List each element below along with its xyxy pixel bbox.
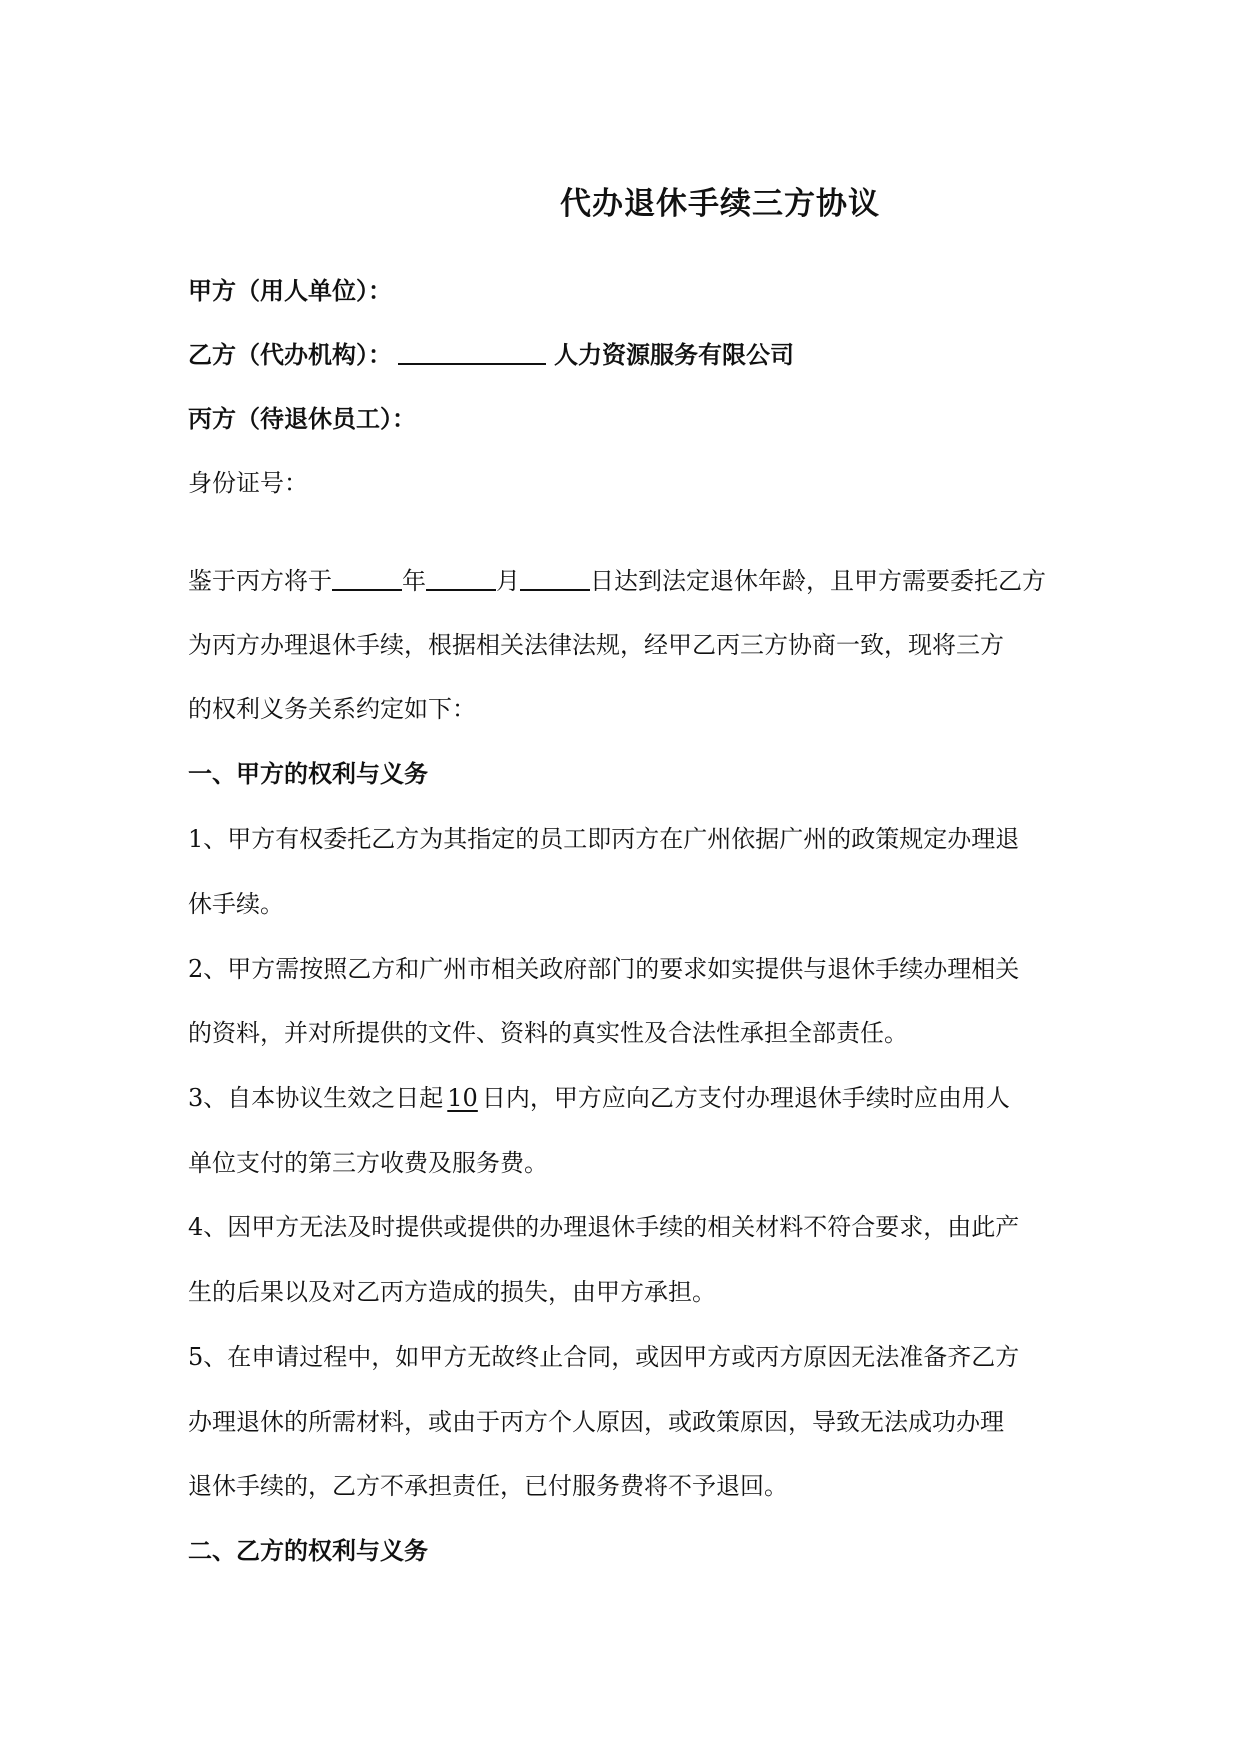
year-blank	[332, 565, 402, 591]
party-a-line: 甲方（用人单位）：	[188, 277, 392, 305]
clause-4-line-2: 生的后果以及对乙丙方造成的损失，由甲方承担。	[188, 1278, 716, 1306]
party-c-line: 丙方（待退休员工）：	[188, 405, 416, 433]
document-title: 代办退休手续三方协议	[560, 186, 880, 222]
clause-text: 日内，甲方应向乙方支付办理退休手续时应由用人	[481, 1084, 1010, 1112]
section-1-heading: 一、甲方的权利与义务	[188, 760, 428, 788]
preamble-line-3: 的权利义务关系约定如下：	[188, 695, 476, 723]
party-b-line	[188, 337, 794, 372]
clause-text: 、在申请过程中，如甲方无故终止合同，或因甲方或丙方原因无法准备齐乙方	[203, 1343, 1020, 1371]
clause-text: 、自本协议生效之日起	[203, 1084, 444, 1112]
clause-1-line-1	[188, 822, 1019, 856]
clause-number: 2	[188, 955, 204, 983]
preamble-text: 日达到法定退休年龄，且甲方需要委托乙方	[590, 567, 1046, 595]
days-value: 10	[447, 1084, 478, 1112]
year-label: 年	[402, 567, 426, 595]
clause-3-line-1	[188, 1081, 1010, 1115]
clause-5-line-1	[188, 1340, 1019, 1374]
month-blank	[426, 565, 496, 591]
preamble-text: 鉴于丙方将于	[188, 567, 332, 595]
id-number-line: 身份证号：	[188, 469, 308, 497]
section-2-heading: 二、乙方的权利与义务	[188, 1537, 428, 1565]
clause-number: 5	[188, 1343, 204, 1371]
party-b-company: 人力资源服务有限公司	[554, 341, 794, 369]
clause-number: 4	[188, 1213, 204, 1241]
clause-text: 、因甲方无法及时提供或提供的办理退休手续的相关材料不符合要求，由此产	[203, 1213, 1020, 1241]
preamble-line-2: 为丙方办理退休手续，根据相关法律法规，经甲乙丙三方协商一致，现将三方	[188, 631, 1004, 659]
clause-1-line-2: 休手续。	[188, 890, 284, 918]
company-name-blank	[398, 339, 546, 365]
month-label: 月	[496, 567, 520, 595]
clause-2-line-1	[188, 952, 1019, 986]
clause-text: 、甲方需按照乙方和广州市相关政府部门的要求如实提供与退休手续办理相关	[203, 955, 1020, 983]
clause-text: 、甲方有权委托乙方为其指定的员工即丙方在广州依据广州的政策规定办理退	[203, 825, 1020, 853]
clause-5-line-3: 退休手续的，乙方不承担责任，已付服务费将不予退回。	[188, 1472, 788, 1500]
clause-2-line-2: 的资料，并对所提供的文件、资料的真实性及合法性承担全部责任。	[188, 1019, 908, 1047]
party-b-label: 乙方（代办机构）：	[188, 341, 392, 369]
clause-number: 1	[188, 825, 204, 853]
clause-5-line-2: 办理退休的所需材料，或由于丙方个人原因，或政策原因，导致无法成功办理	[188, 1408, 1004, 1436]
clause-number: 3	[188, 1084, 204, 1112]
clause-4-line-1	[188, 1210, 1019, 1244]
preamble-line-1	[188, 563, 1046, 598]
clause-3-line-2: 单位支付的第三方收费及服务费。	[188, 1149, 548, 1177]
day-blank	[520, 565, 590, 591]
